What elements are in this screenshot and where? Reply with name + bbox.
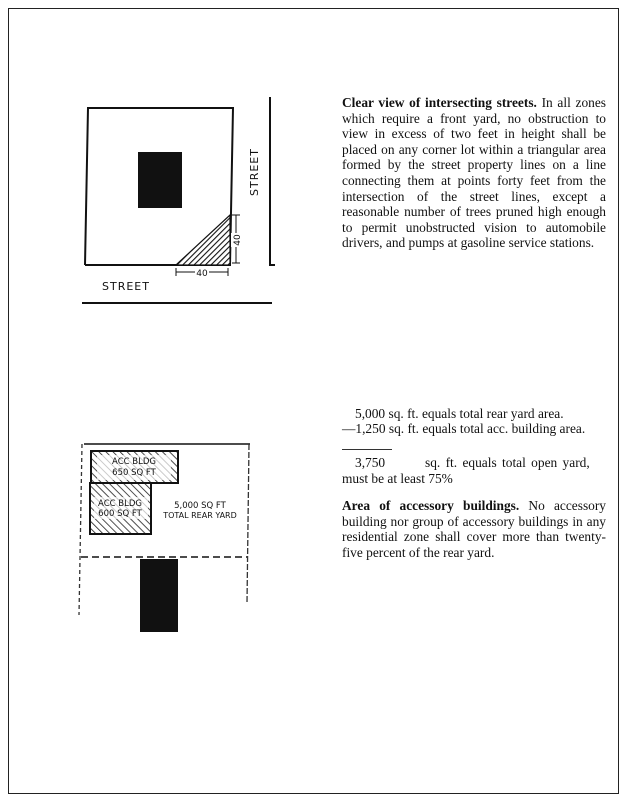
accessory-buildings-paragraph: [342, 498, 606, 560]
street-line-vertical: [270, 97, 275, 265]
figure-rear-yard: [79, 444, 250, 632]
calc-minimum-percent: must be at least 75%: [342, 470, 453, 486]
calc-rear-yard-area: 5,000 sq. ft. equals total rear yard area.: [355, 406, 564, 421]
clear-view-heading: Clear view of intersecting streets.: [342, 95, 537, 110]
rear-lot-left: [79, 444, 82, 615]
street-label-horizontal: STREET: [102, 280, 150, 293]
calc-sum-rule: [342, 449, 392, 450]
clear-view-triangle: [176, 215, 230, 265]
rear-lot-right: [247, 444, 249, 603]
calc-building-area: —1,250 sq. ft. equals total acc. building area.: [342, 421, 586, 436]
clear-view-body: In all zones which require a front yard, no obstruction to view in excess of two feet in height shall be placed on any corner lot within a triangular area formed by the street property lines on a line connecting them at points forty feet from the intersection of the street lines, except a reasonable number of trees pruned high enough to permit unobstructed vision to automobile drivers, and pumps at gasoline service stations.: [342, 95, 606, 251]
house-block: [138, 152, 182, 208]
accessory-buildings-heading: Area of accessory buildings.: [342, 498, 520, 513]
building-600-label-1: ACC BLDG: [98, 499, 142, 509]
house-block-rear: [140, 559, 178, 632]
rear-yard-label-2: TOTAL REAR YARD: [163, 511, 237, 520]
calc-open-yard-text: sq. ft. equals total open yard,: [425, 455, 590, 470]
accessory-buildings-body: No accessory building nor group of accessory buildings in any residential zone shall cover more than twenty-five percent of the rear yard.: [342, 498, 607, 560]
building-650-label-2: 650 SQ FT: [112, 468, 156, 478]
dimension-horizontal-label: 40: [196, 269, 208, 279]
street-label-vertical: STREET: [248, 148, 261, 196]
calc-open-yard: [342, 455, 606, 486]
dimension-vertical-label: 40: [233, 234, 243, 246]
building-650-label-1: ACC BLDG: [112, 457, 156, 467]
building-600-label-2: 600 SQ FT: [98, 509, 142, 519]
rear-yard-label-1: 5,000 SQ FT: [174, 501, 226, 511]
calc-open-yard-number: 3,750: [355, 455, 386, 470]
clear-view-paragraph: [342, 95, 606, 251]
